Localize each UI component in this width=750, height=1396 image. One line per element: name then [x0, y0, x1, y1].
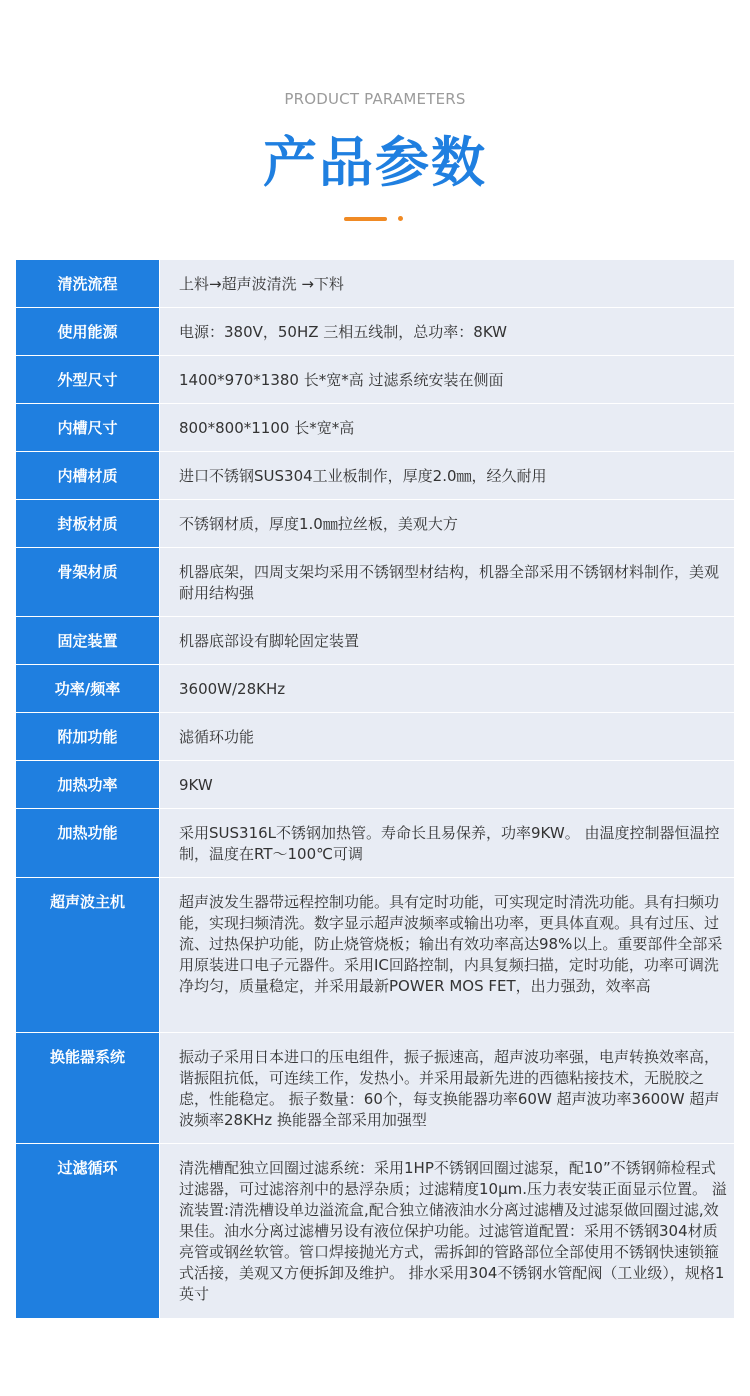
param-value: 不锈钢材质，厚度1.0㎜拉丝板，美观大方 [160, 500, 735, 548]
param-value: 9KW [160, 761, 735, 809]
table-row [16, 308, 734, 356]
param-label: 过滤循环 [16, 1144, 160, 1319]
param-value: 电源：380V，50HZ 三相五线制，总功率：8KW [160, 308, 735, 356]
param-value: 进口不锈钢SUS304工业板制作，厚度2.0㎜，经久耐用 [160, 452, 735, 500]
param-value: 上料→超声波清洗 →下料 [160, 260, 735, 308]
param-label: 附加功能 [16, 713, 160, 761]
param-value: 机器底架，四周支架均采用不锈钢型材结构，机器全部采用不锈钢材料制作，美观耐用结构强 [160, 548, 735, 617]
param-label: 清洗流程 [16, 260, 160, 308]
table-row [16, 809, 734, 878]
table-row [16, 1144, 734, 1319]
table-row [16, 404, 734, 452]
param-value: 3600W/28KHz [160, 665, 735, 713]
param-label: 外型尺寸 [16, 356, 160, 404]
param-value: 振动子采用日本进口的压电组件，振子振速高，超声波功率强，电声转换效率高，谐振阻抗低，可连续工作，发热小。并采用最新先进的西德粘接技术，无脱胶之虑，性能稳定。 振子数量：60个，每支换能器功率60W 超声波功率3600W 超声波频率28KHz 换能器全部采用加强型 [160, 1033, 735, 1144]
table-row [16, 878, 734, 1033]
title-dot [398, 216, 403, 221]
table-row [16, 452, 734, 500]
table-row [16, 500, 734, 548]
table-row [16, 617, 734, 665]
title-underline [344, 217, 387, 221]
param-label: 加热功能 [16, 809, 160, 878]
param-label: 加热功率 [16, 761, 160, 809]
param-label: 超声波主机 [16, 878, 160, 1033]
param-value: 超声波发生器带远程控制功能。具有定时功能，可实现定时清洗功能。具有扫频功能，实现扫频清洗。数字显示超声波频率或输出功率，更具体直观。具有过压、过流、过热保护功能，防止烧管烧板；输出有效功率高达98%以上。重要部件全部采用原装进口电子元器件。采用IC回路控制，内具复频扫描，定时功能，功率可调洗净均匀，质量稳定，并采用最新POWER MOS FET，出力强劲，效率高 [160, 878, 735, 1033]
table-row [16, 1033, 734, 1144]
param-label: 骨架材质 [16, 548, 160, 617]
table-row [16, 548, 734, 617]
param-label: 固定装置 [16, 617, 160, 665]
param-label: 内槽尺寸 [16, 404, 160, 452]
param-value: 滤循环功能 [160, 713, 735, 761]
page-title: 产品参数 [263, 131, 487, 194]
table-row [16, 356, 734, 404]
table-row [16, 665, 734, 713]
param-label: 使用能源 [16, 308, 160, 356]
param-value: 1400*970*1380 长*宽*高 过滤系统安装在侧面 [160, 356, 735, 404]
table-row [16, 713, 734, 761]
section-subtitle: PRODUCT PARAMETERS [284, 90, 466, 108]
param-label: 封板材质 [16, 500, 160, 548]
param-value: 800*800*1100 长*宽*高 [160, 404, 735, 452]
param-label: 内槽材质 [16, 452, 160, 500]
param-value: 机器底部设有脚轮固定装置 [160, 617, 735, 665]
parameters-table [16, 260, 734, 1319]
table-row [16, 761, 734, 809]
table-row [16, 260, 734, 308]
param-value: 清洗槽配独立回圈过滤系统：采用1HP不锈钢回圈过滤泵，配10”不锈钢筛检程式过滤器，可过滤溶剂中的悬浮杂质；过滤精度10μm.压力表安装正面显示位置。 溢流装置:清洗槽设单边溢流盒,配合独立储液油水分离过滤槽及过滤泵做回圈过滤,效果佳。油水分离过滤槽另设有液位保护功能。过滤管道配置：采用不锈钢304材质亮管或钢丝软管。管口焊接抛光方式，需拆卸的管路部位全部使用不锈钢快速锁箍式活接，美观又方便拆卸及维护。 排水采用304不锈钢水管配阀（工业级），规格1英寸 [160, 1144, 735, 1319]
param-value: 采用SUS316L不锈钢加热管。寿命长且易保养，功率9KW。 由温度控制器恒温控制，温度在RT～100℃可调 [160, 809, 735, 878]
param-label: 换能器系统 [16, 1033, 160, 1144]
param-label: 功率/频率 [16, 665, 160, 713]
